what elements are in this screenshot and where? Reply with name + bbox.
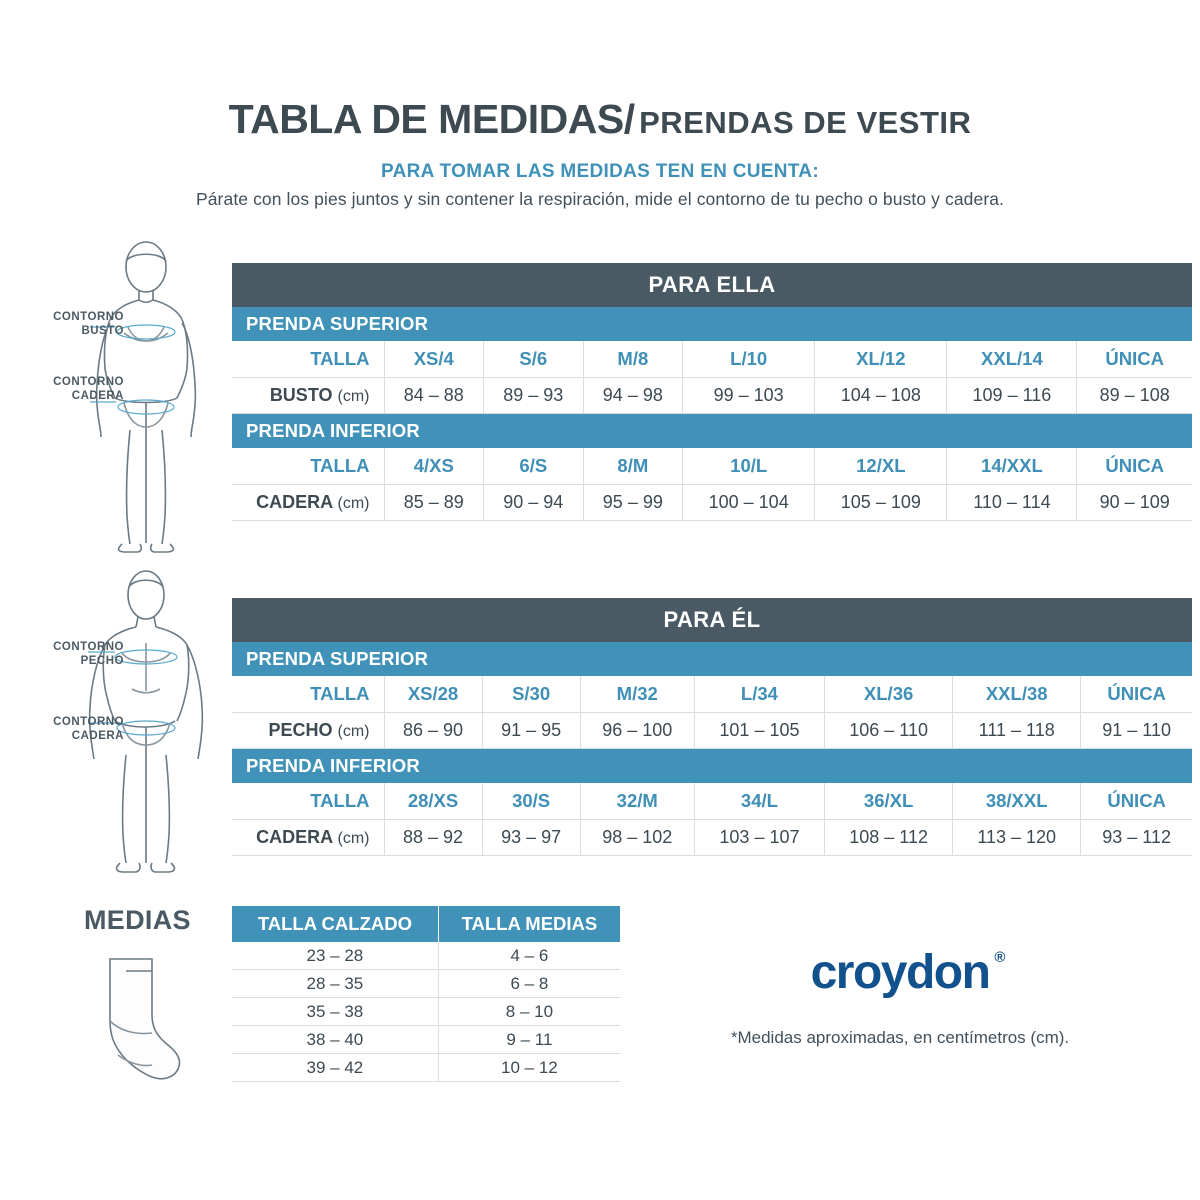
men-lower-measure-name: CADERA	[256, 827, 333, 847]
socks-size-0: 4 – 6	[438, 942, 620, 970]
women-lower-value-0: 85 – 89	[384, 485, 484, 521]
women-upper-value-1: 89 – 93	[484, 378, 584, 414]
men-lower-value-5: 113 – 120	[953, 820, 1081, 856]
women-lower-value-6: 90 – 109	[1077, 485, 1192, 521]
men-upper-value-0: 86 – 90	[384, 713, 482, 749]
socks-size-4: 10 – 12	[438, 1054, 620, 1082]
women-size-table	[232, 263, 1192, 521]
table-row	[232, 1026, 620, 1054]
women-upper-value-5: 109 – 116	[947, 378, 1077, 414]
page-title	[0, 96, 1200, 143]
women-upper-value-2: 94 – 98	[583, 378, 683, 414]
men-upper-section-row	[232, 642, 1192, 676]
socks-size-3: 9 – 11	[438, 1026, 620, 1054]
men-banner-row	[232, 598, 1192, 642]
women-upper-size-row	[232, 341, 1192, 378]
socks-shoe-0: 23 – 28	[232, 942, 438, 970]
men-upper-size-1: S/30	[482, 676, 580, 713]
men-upper-size-6: ÚNICA	[1081, 676, 1192, 713]
men-lower-size-row	[232, 783, 1192, 820]
brand-logo	[810, 945, 1006, 1000]
women-lower-measure-unit: (cm)	[337, 495, 370, 512]
socks-shoe-2: 35 – 38	[232, 998, 438, 1026]
brand-block	[690, 945, 1110, 1048]
table-row	[232, 998, 620, 1026]
men-lower-section-label: PRENDA INFERIOR	[232, 749, 1192, 784]
men-lower-size-4: 36/XL	[825, 783, 953, 820]
table-row	[232, 1054, 620, 1082]
men-lower-measure-row	[232, 820, 1192, 856]
table-row	[232, 942, 620, 970]
women-upper-size-3: L/10	[683, 341, 815, 378]
men-upper-value-5: 111 – 118	[953, 713, 1081, 749]
women-lower-size-5: 14/XXL	[947, 448, 1077, 485]
socks-shoe-4: 39 – 42	[232, 1054, 438, 1082]
label-contorno-cadera-female: CONTORNO CADERA	[53, 376, 124, 403]
women-upper-size-1: S/6	[484, 341, 584, 378]
men-lower-value-4: 108 – 112	[825, 820, 953, 856]
women-upper-size-label: TALLA	[232, 341, 384, 378]
women-lower-section-row	[232, 414, 1192, 449]
socks-col-0: TALLA CALZADO	[232, 906, 438, 942]
men-lower-value-1: 93 – 97	[482, 820, 580, 856]
sock-icon	[92, 945, 222, 1085]
men-lower-size-0: 28/XS	[384, 783, 482, 820]
label-contorno-busto: CONTORNO BUSTO	[53, 311, 124, 338]
socks-shoe-3: 38 – 40	[232, 1026, 438, 1054]
women-lower-size-3: 10/L	[683, 448, 815, 485]
page-header	[0, 0, 1200, 210]
women-banner: PARA ELLA	[232, 263, 1192, 307]
women-banner-row	[232, 263, 1192, 307]
socks-size-1: 6 – 8	[438, 970, 620, 998]
women-upper-size-2: M/8	[583, 341, 683, 378]
men-upper-measure-name: PECHO	[268, 720, 333, 740]
women-lower-size-6: ÚNICA	[1077, 448, 1192, 485]
women-lower-size-4: 12/XL	[815, 448, 947, 485]
women-upper-size-6: ÚNICA	[1077, 341, 1192, 378]
women-upper-measure-label	[232, 378, 384, 414]
men-upper-value-2: 96 – 100	[580, 713, 694, 749]
men-lower-value-2: 98 – 102	[580, 820, 694, 856]
women-lower-section-label: PRENDA INFERIOR	[232, 414, 1192, 449]
socks-header-row	[232, 906, 620, 942]
men-upper-section-label: PRENDA SUPERIOR	[232, 642, 1192, 676]
men-lower-size-6: ÚNICA	[1081, 783, 1192, 820]
women-upper-section-label: PRENDA SUPERIOR	[232, 307, 1192, 341]
men-banner: PARA ÉL	[232, 598, 1192, 642]
men-upper-size-label: TALLA	[232, 676, 384, 713]
women-upper-size-4: XL/12	[815, 341, 947, 378]
men-upper-measure-unit: (cm)	[337, 723, 370, 740]
women-upper-size-0: XS/4	[384, 341, 484, 378]
women-lower-size-1: 6/S	[484, 448, 584, 485]
label-contorno-pecho: CONTORNO PECHO	[53, 641, 124, 668]
men-upper-size-4: XL/36	[825, 676, 953, 713]
men-size-table	[232, 598, 1192, 856]
socks-shoe-1: 28 – 35	[232, 970, 438, 998]
women-upper-value-0: 84 – 88	[384, 378, 484, 414]
footnote: *Medidas aproximadas, en centímetros (cm).	[730, 1028, 1070, 1047]
men-lower-size-2: 32/M	[580, 783, 694, 820]
socks-heading-text: MEDIAS	[84, 905, 191, 935]
page-title-main: TABLA DE MEDIDAS/	[228, 96, 635, 142]
page-title-sub: PRENDAS DE VESTIR	[639, 105, 972, 140]
women-lower-measure-row	[232, 485, 1192, 521]
men-upper-measure-label	[232, 713, 384, 749]
women-lower-size-2: 8/M	[583, 448, 683, 485]
men-lower-measure-label	[232, 820, 384, 856]
men-upper-size-2: M/32	[580, 676, 694, 713]
men-upper-size-3: L/34	[694, 676, 824, 713]
women-lower-size-0: 4/XS	[384, 448, 484, 485]
women-upper-value-3: 99 – 103	[683, 378, 815, 414]
table-row	[232, 970, 620, 998]
socks-heading	[84, 905, 191, 936]
women-lower-value-3: 100 – 104	[683, 485, 815, 521]
men-upper-value-3: 101 – 105	[694, 713, 824, 749]
women-upper-measure-name: BUSTO	[269, 385, 333, 405]
women-lower-size-row	[232, 448, 1192, 485]
women-upper-size-5: XXL/14	[947, 341, 1077, 378]
women-lower-measure-name: CADERA	[256, 492, 333, 512]
men-upper-measure-row	[232, 713, 1192, 749]
women-upper-section-row	[232, 307, 1192, 341]
socks-table	[232, 906, 620, 1082]
women-upper-measure-row	[232, 378, 1192, 414]
women-upper-measure-unit: (cm)	[337, 388, 370, 405]
men-lower-size-3: 34/L	[694, 783, 824, 820]
men-upper-value-1: 91 – 95	[482, 713, 580, 749]
women-upper-value-6: 89 – 108	[1077, 378, 1192, 414]
men-upper-value-4: 106 – 110	[825, 713, 953, 749]
label-contorno-cadera-male: CONTORNO CADERA	[53, 716, 124, 743]
women-lower-value-5: 110 – 114	[947, 485, 1077, 521]
men-lower-value-6: 93 – 112	[1081, 820, 1192, 856]
men-upper-size-5: XXL/38	[953, 676, 1081, 713]
men-lower-size-label: TALLA	[232, 783, 384, 820]
men-lower-measure-unit: (cm)	[337, 830, 370, 847]
registered-trademark-icon: ®	[994, 949, 1006, 966]
men-lower-size-5: 38/XXL	[953, 783, 1081, 820]
women-lower-size-label: TALLA	[232, 448, 384, 485]
women-lower-value-4: 105 – 109	[815, 485, 947, 521]
socks-col-1: TALLA MEDIAS	[438, 906, 620, 942]
men-lower-value-3: 103 – 107	[694, 820, 824, 856]
men-lower-value-0: 88 – 92	[384, 820, 482, 856]
instructions-text: Párate con los pies juntos y sin contener la respiración, mide el contorno de tu pecho o busto y cadera.	[195, 189, 1005, 209]
men-lower-size-1: 30/S	[482, 783, 580, 820]
socks-size-2: 8 – 10	[438, 998, 620, 1026]
men-upper-size-0: XS/28	[384, 676, 482, 713]
women-lower-measure-label	[232, 485, 384, 521]
men-lower-section-row	[232, 749, 1192, 784]
women-upper-value-4: 104 – 108	[815, 378, 947, 414]
men-upper-value-6: 91 – 110	[1081, 713, 1192, 749]
women-lower-value-2: 95 – 99	[583, 485, 683, 521]
men-upper-size-row	[232, 676, 1192, 713]
women-lower-value-1: 90 – 94	[484, 485, 584, 521]
instructions-heading: PARA TOMAR LAS MEDIDAS TEN EN CUENTA:	[381, 161, 819, 182]
brand-name: croydon	[810, 946, 990, 999]
